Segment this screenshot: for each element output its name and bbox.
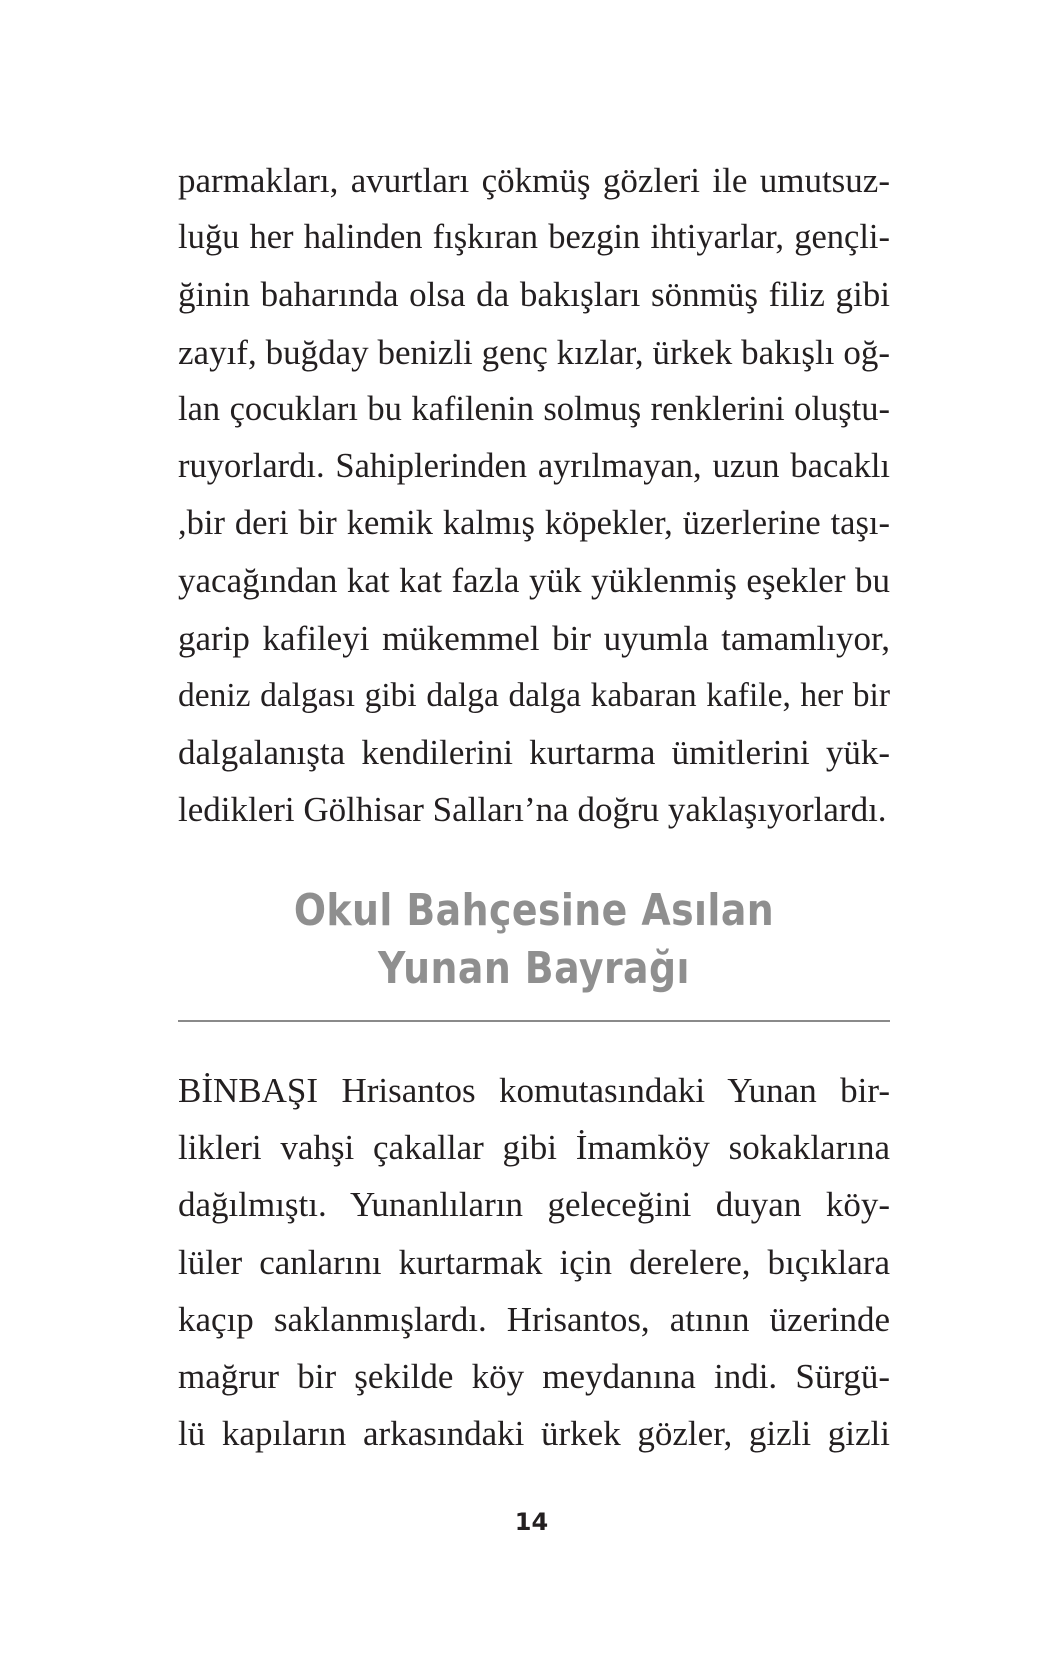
text-line: ruyorlardı. Sahiplerinden ayrılmayan, uzun bacaklı <box>178 446 890 485</box>
text-line: mağrur bir şekilde köy meydanına indi. Sürgü- <box>178 1356 890 1396</box>
section-heading <box>178 882 890 998</box>
text-line: lüler canlarını kurtarmak için derelere, bıçıklara <box>178 1242 890 1282</box>
text-line: parmakları, avurtları çökmüş gözleri ile umutsuz- <box>178 161 890 200</box>
text-line: ,bir deri bir kemik kalmış köpekler, üzerlerine taşı- <box>178 504 890 543</box>
text-line: deniz dalgası gibi dalga dalga kabaran kafile, her bir <box>178 676 890 714</box>
heading-divider <box>178 1020 890 1022</box>
text-line: ledikleri Gölhisar Salları’na doğru yaklaşıyorlardı. <box>178 790 887 830</box>
text-line: zayıf, buğday benizli genç kızlar, ürkek bakışlı oğ- <box>178 332 890 372</box>
paragraph-new-section <box>178 1062 890 1462</box>
section-heading-line-2: Yunan Bayrağı <box>378 943 690 994</box>
text-line: lan çocukları bu kafilenin solmuş renklerini oluştu- <box>178 389 890 428</box>
paragraph-continued <box>178 152 890 838</box>
text-line: ğinin baharında olsa da bakışları sönmüş filiz gibi <box>178 275 890 315</box>
text-line: dağılmıştı. Yunanlıların geleceğini duyan köy- <box>178 1185 890 1225</box>
text-line: garip kafileyi mükemmel bir uyumla tamamlıyor, <box>178 618 890 658</box>
page-number: 14 <box>514 1508 549 1536</box>
text-line: BİNBAŞI Hrisantos komutasındaki Yunan bir- <box>178 1071 890 1110</box>
text-line: likleri vahşi çakallar gibi İmamköy sokaklarına <box>178 1128 890 1168</box>
section-heading-line-1: Okul Bahçesine Asılan <box>293 885 775 936</box>
text-line: dalgalanışta kendilerini kurtarma ümitlerini yük- <box>178 732 890 772</box>
text-line: lü kapıların arkasındaki ürkek gözler, gizli gizli <box>178 1414 890 1454</box>
text-line: kaçıp saklanmışlardı. Hrisantos, atının üzerinde <box>178 1299 890 1339</box>
text-line: yacağından kat kat fazla yük yüklenmiş eşekler bu <box>178 561 890 601</box>
text-line: luğu her halinden fışkıran bezgin ihtiyarlar, gençli- <box>178 218 890 257</box>
